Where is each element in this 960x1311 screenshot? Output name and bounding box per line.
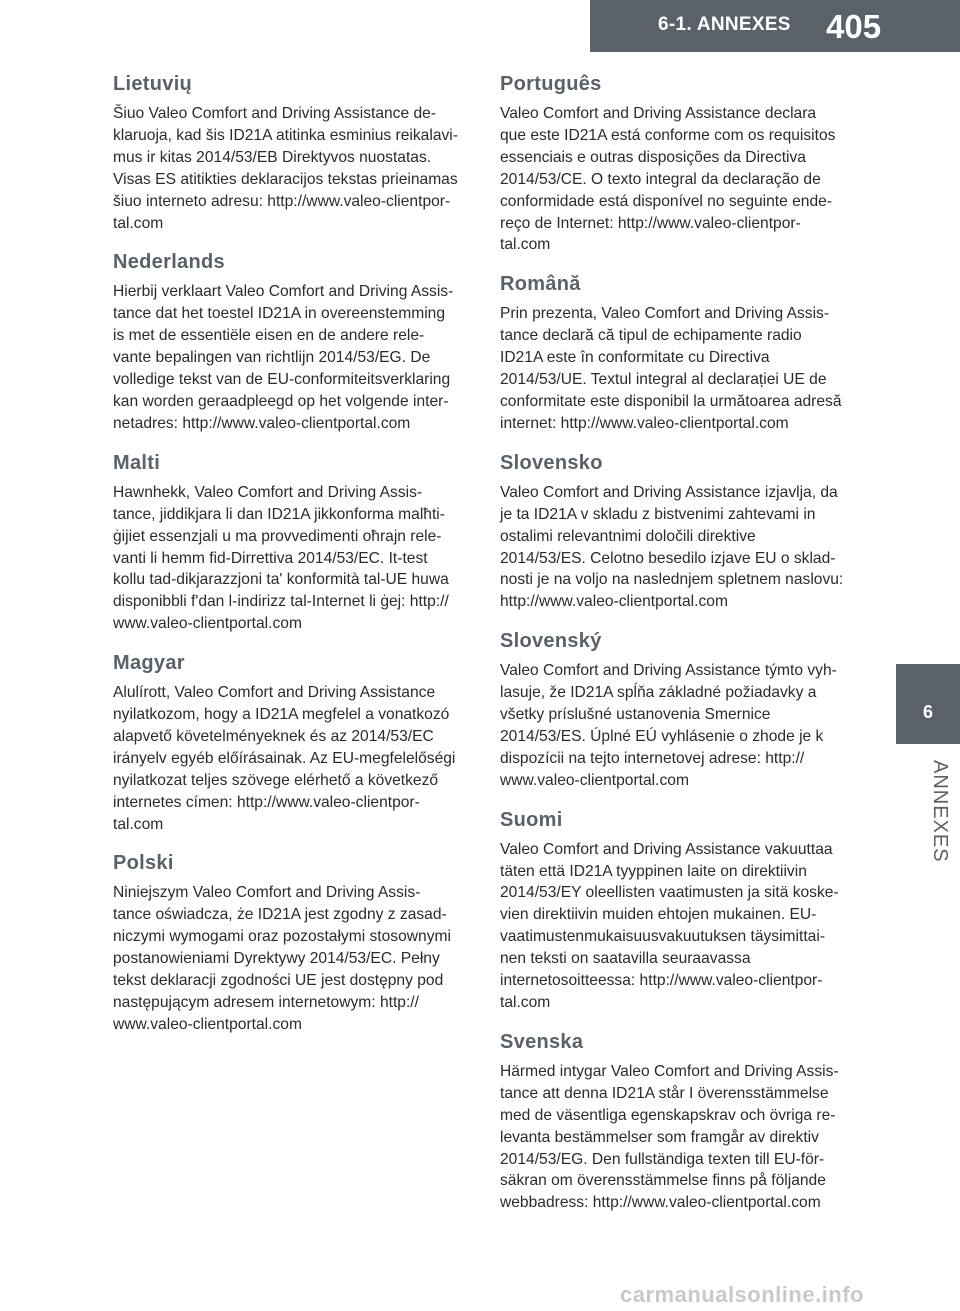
page-number: 405	[826, 8, 882, 45]
section-body: Valeo Comfort and Driving Assistance declara que este ID21A está conforme com os requisitos essenciais e outras disposições da Directiva 2014/53/CE. O texto integral da declaração de conformidade está disponível no seguinte ende- reço de Internet: http://www.valeo-clientpor- tal.com	[500, 105, 836, 254]
section-body: Valeo Comfort and Driving Assistance izjavlja, da je ta ID21A v skladu z bistvenimi zahtevami in ostalimi relevantnimi določili direktive 2014/53/ES. Celotno besedilo izjave EU o sklad- nosti je na voljo na naslednjem spletnem naslovu: http://www.valeo-clientportal.com	[500, 483, 844, 611]
chapter-tab-number: 6	[922, 702, 933, 722]
right-column	[500, 72, 855, 1230]
section-heading: Nederlands	[113, 251, 225, 274]
section-heading: Português	[500, 73, 602, 95]
section-malti	[113, 451, 468, 635]
section-slovensko	[500, 451, 855, 613]
section-body: Valeo Comfort and Driving Assistance týmto vyh- lasuje, že ID21A spĺňa základné požiadavky a všetky príslušné ustanovenia Smernice 2014/53/ES. Úplné EÚ vyhlásenie o zhode je k dispozícii na tejto internetovej adrese: http:// www.valeo-clientportal.com	[500, 662, 837, 789]
section-slovensky	[500, 629, 855, 791]
section-portugues	[500, 72, 855, 256]
section-heading: Malti	[113, 451, 161, 474]
watermark: carmanualsonline.info	[620, 1282, 864, 1307]
section-body: Šiuo Valeo Comfort and Driving Assistance de- klaruoja, kad šis ID21A atitinka esminius reikalavi- mus ir kitas 2014/53/EB Direktyvos nuostatas. Visas ES atitikties deklaracijos tekstas prieinamas šiuo interneto adresu: http://www.valeo-clientpor- tal.com	[113, 105, 458, 232]
section-body: Prin prezenta, Valeo Comfort and Driving Assis- tance declară că tipul de echipamente radio ID21A este în conformitate cu Directiva 2014/53/UE. Textul integral al declarației UE de conformitate este disponibil la următoarea adresă internet: http://www.valeo-clientportal.com	[500, 305, 842, 432]
section-suomi	[500, 808, 855, 1014]
left-column	[113, 72, 468, 1052]
section-heading: Slovensko	[500, 451, 603, 474]
section-magyar	[113, 651, 468, 835]
section-heading: Slovenský	[500, 630, 602, 653]
section-body: Alulírott, Valeo Comfort and Driving Assistance nyilatkozom, hogy a ID21A megfelel a vonatkozó alapvető követelményeknek és az 2014/53/EC irányelv egyéb előírásainak. Az EU-megfelelőségi nyilatkozat teljes szövege elérhető a következő internetes címen: http://www.valeo-clientpor- tal.com	[113, 684, 456, 833]
chapter-tab	[896, 664, 960, 744]
section-lietuviu	[113, 72, 468, 234]
section-body: Hawnhekk, Valeo Comfort and Driving Assis- tance, jiddikjara li dan ID21A jikkonforma malħti- ġijiet essenzjali u ma provvedimenti oħrajn rele- vanti li hemm fid-Dirrettiva 2014/53/EC. It-test kollu tad-dikjarazzjoni ta' konformità tal-UE huwa disponibbli f'dan l-indirizz tal-Internet li ġej: http:// www.valeo-clientportal.com	[113, 483, 449, 633]
section-body: Valeo Comfort and Driving Assistance vakuuttaa täten että ID21A tyyppinen laite on direktiivin 2014/53/EY oleellisten vaatimusten ja sitä koske- vien direktiivin muiden ehtojen mukainen. EU- vaatimustenmukaisuusvakuutuksen täysimittai- nen teksti on saatavilla seuraavassa internetosoitteessa: http://www.valeo-clientpor- tal.com	[500, 840, 839, 1011]
section-polski	[113, 851, 468, 1035]
section-heading: Svenska	[500, 1030, 584, 1053]
section-body: Härmed intygar Valeo Comfort and Driving Assis- tance att denna ID21A står I överensstämmelse med de väsentliga egenskapskrav och övriga re- levanta bestämmelser som framgår av direktiv 2014/53/EG. Den fullständiga texten till EU-för- säkran om överensstämmelse finns på följande webbadress: http://www.valeo-clientportal.com	[500, 1062, 839, 1212]
section-nederlands	[113, 250, 468, 434]
section-heading: Suomi	[500, 808, 563, 831]
section-heading: Română	[500, 273, 581, 296]
section-heading: Magyar	[113, 652, 185, 675]
chapter-side-label: ANNEXES	[929, 760, 951, 863]
section-body: Hierbij verklaart Valeo Comfort and Driving Assis- tance dat het toestel ID21A in overeenstemming is met de essentiële eisen en de andere rele- vante bepalingen van richtlijn 2014/53/EG. De volledige tekst van de EU-conformiteitsverklaring kan worden geraadpleegd op het volgende inter- netadres: http://www.valeo-clientportal.com	[113, 283, 454, 432]
section-svenska	[500, 1030, 855, 1214]
chapter-title: 6-1. ANNEXES	[658, 14, 791, 35]
section-heading: Polski	[113, 852, 174, 875]
section-romana	[500, 272, 855, 434]
section-heading: Lietuvių	[113, 73, 193, 95]
section-body: Niniejszym Valeo Comfort and Driving Assis- tance oświadcza, że ID21A jest zgodny z zasad- niczymi wymogami oraz pozostałymi stosownymi postanowieniami Dyrektywy 2014/53/EC. Pełny tekst deklaracji zgodności UE jest dostępny pod następującym adresem internetowym: http:// www.valeo-clientportal.com	[113, 884, 451, 1033]
